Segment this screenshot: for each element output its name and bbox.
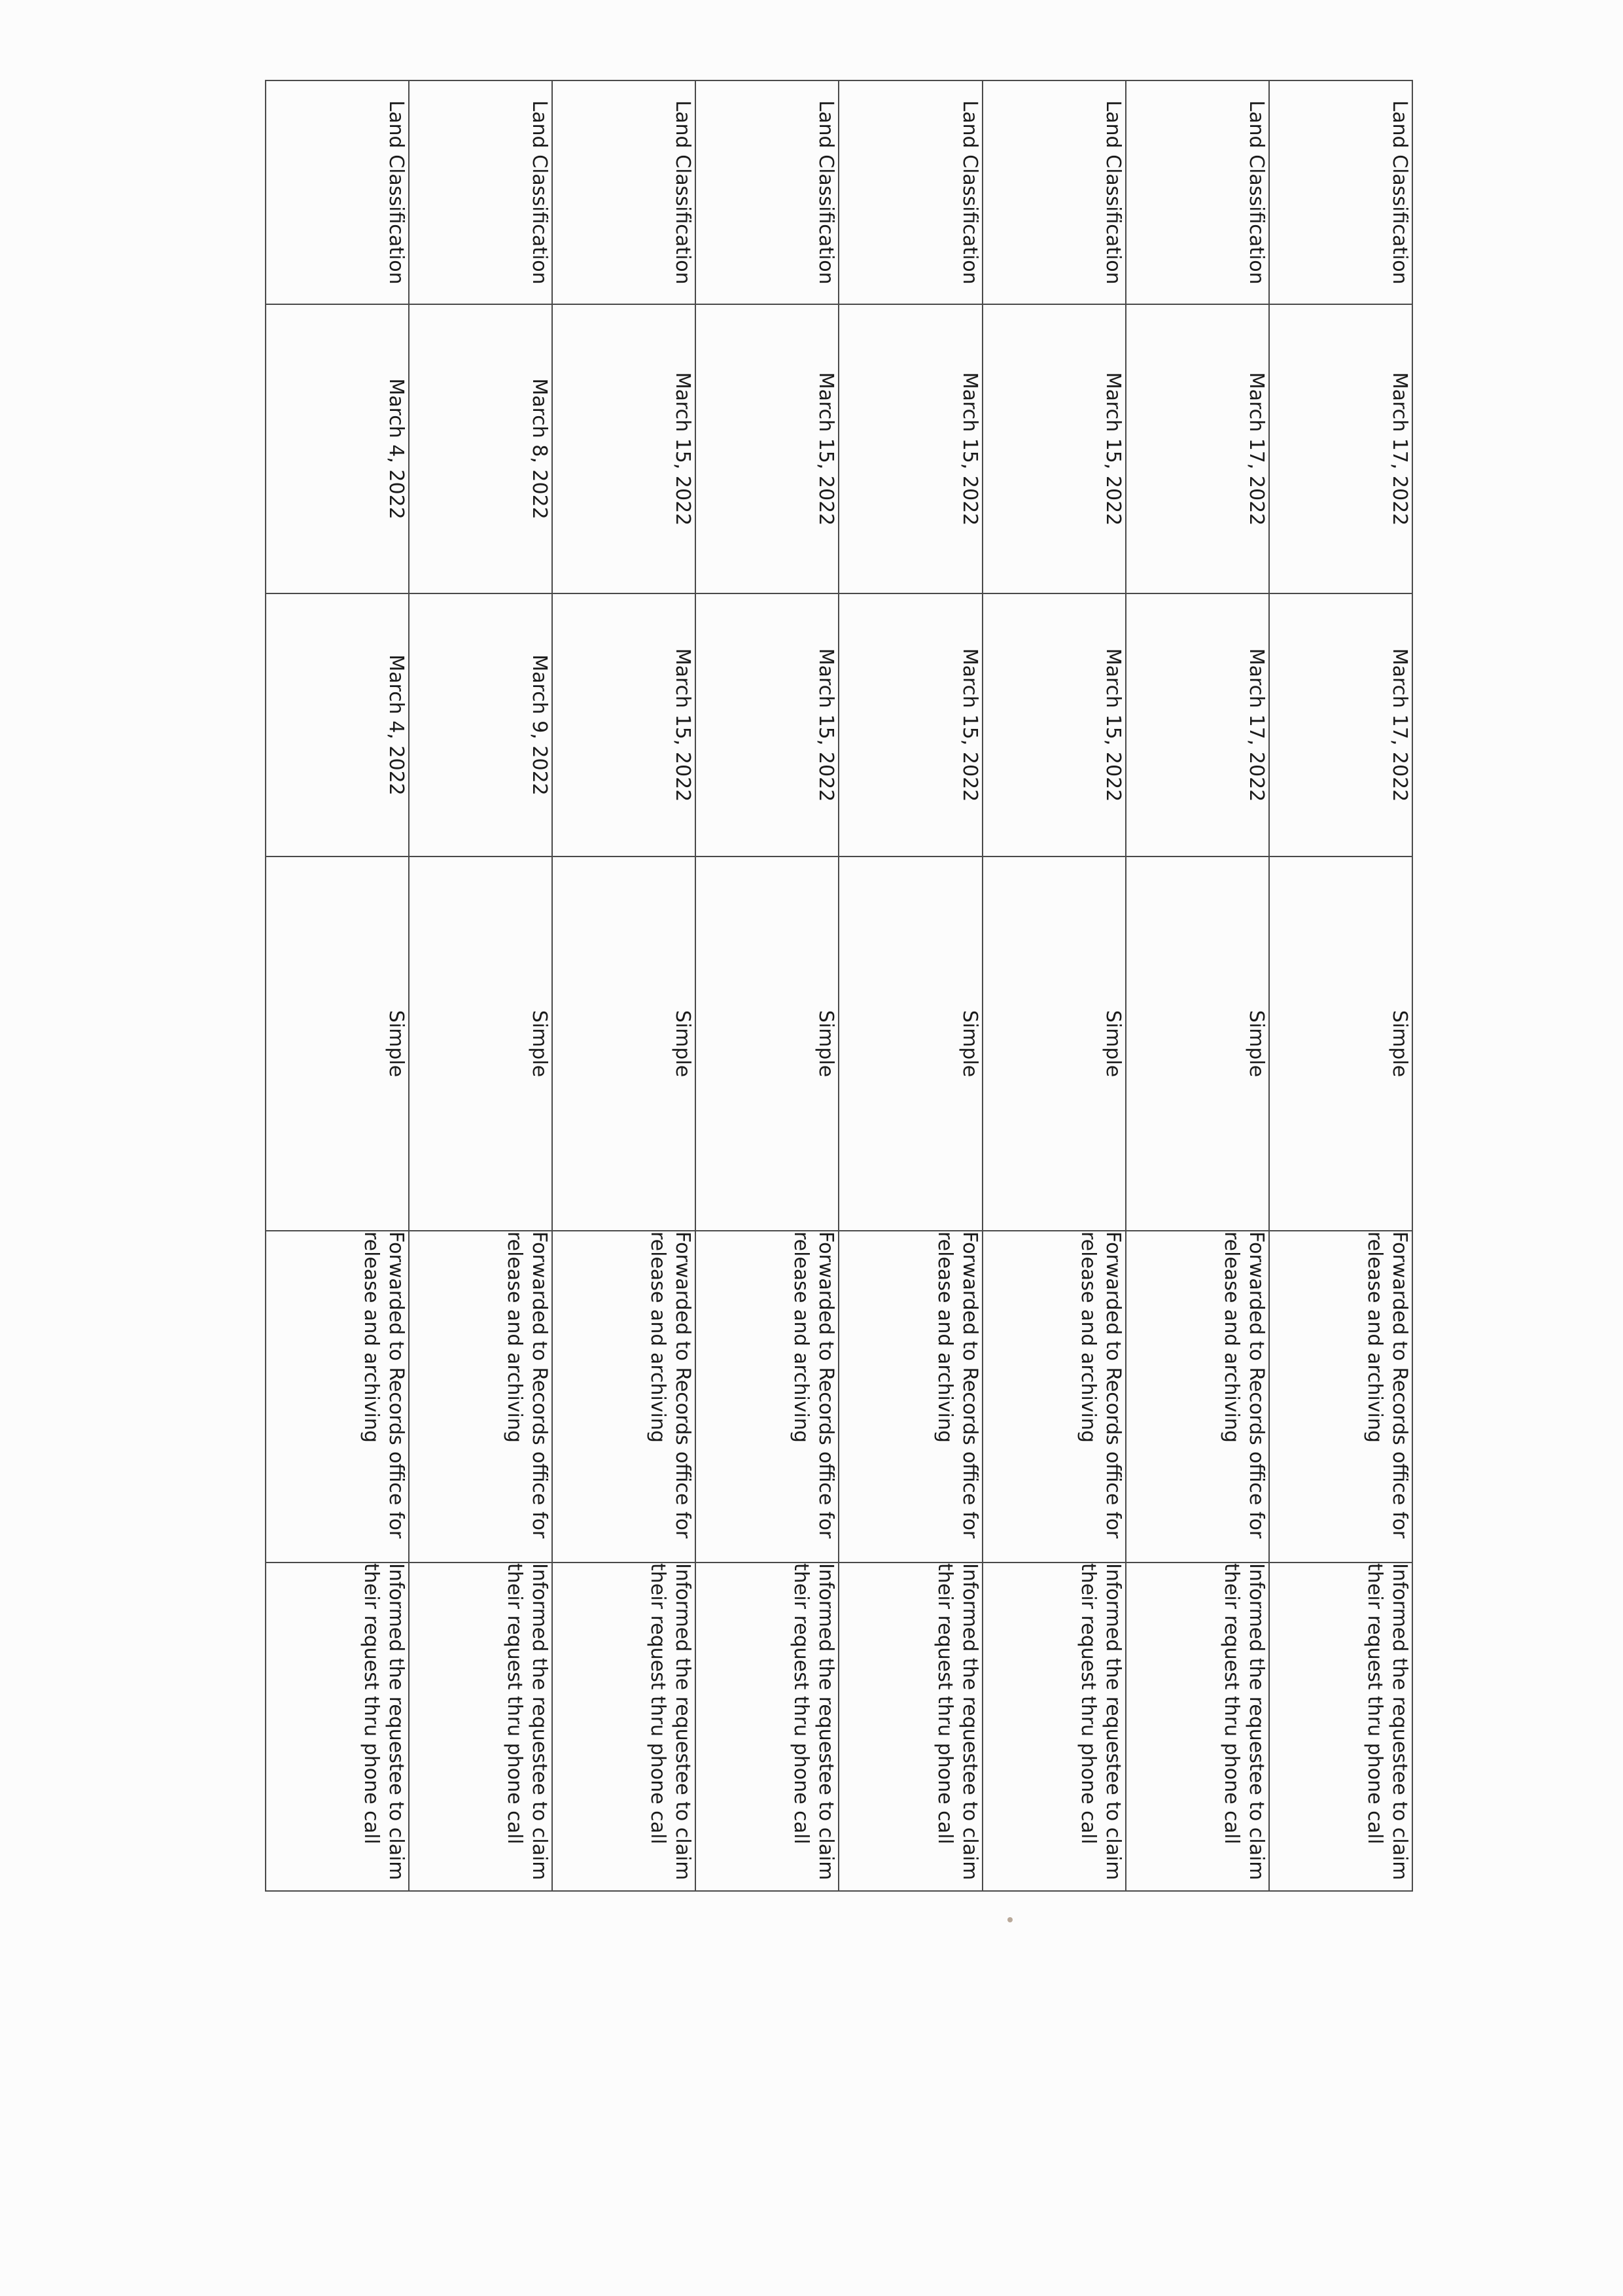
records-table-body (266, 80, 1412, 1891)
date-completed-cell: March 17, 2022 (1126, 593, 1269, 857)
date-received-cell: March 15, 2022 (839, 304, 983, 593)
table-row (983, 80, 1126, 1891)
request-type-cell: Land Classification (552, 80, 695, 304)
request-type-cell: Land Classification (839, 80, 983, 304)
complexity-cell: Simple (552, 857, 695, 1231)
remark-cell: Informed the requestee to claim their request thru phone call (839, 1563, 983, 1891)
request-type-cell: Land Classification (266, 80, 409, 304)
complexity-cell: Simple (983, 857, 1126, 1231)
table-row (552, 80, 695, 1891)
date-received-cell: March 8, 2022 (409, 304, 552, 593)
action-cell: Forwarded to Records office for release and archiving (1269, 1231, 1412, 1563)
remark-cell: Informed the requestee to claim their request thru phone call (1269, 1563, 1412, 1891)
date-completed-cell: March 15, 2022 (695, 593, 839, 857)
remark-cell: Informed the requestee to claim their request thru phone call (983, 1563, 1126, 1891)
date-completed-cell: March 15, 2022 (552, 593, 695, 857)
remark-cell: Informed the requestee to claim their request thru phone call (1126, 1563, 1269, 1891)
complexity-cell: Simple (409, 857, 552, 1231)
table-row (1269, 80, 1412, 1891)
action-cell: Forwarded to Records office for release and archiving (409, 1231, 552, 1563)
paper-speck (1007, 1917, 1013, 1922)
date-received-cell: March 15, 2022 (552, 304, 695, 593)
remark-cell: Informed the requestee to claim their request thru phone call (552, 1563, 695, 1891)
remark-cell: Informed the requestee to claim their request thru phone call (409, 1563, 552, 1891)
date-received-cell: March 17, 2022 (1126, 304, 1269, 593)
date-received-cell: March 15, 2022 (695, 304, 839, 593)
complexity-cell: Simple (695, 857, 839, 1231)
request-type-cell: Land Classification (1126, 80, 1269, 304)
table-row (695, 80, 839, 1891)
date-received-cell: March 17, 2022 (1269, 304, 1412, 593)
complexity-cell: Simple (839, 857, 983, 1231)
complexity-cell: Simple (1269, 857, 1412, 1231)
request-type-cell: Land Classification (1269, 80, 1412, 304)
complexity-cell: Simple (1126, 857, 1269, 1231)
table-row (839, 80, 983, 1891)
records-table (265, 80, 1413, 1892)
table-row (266, 80, 409, 1891)
action-cell: Forwarded to Records office for release and archiving (695, 1231, 839, 1563)
action-cell: Forwarded to Records office for release and archiving (839, 1231, 983, 1563)
date-completed-cell: March 4, 2022 (266, 593, 409, 857)
action-cell: Forwarded to Records office for release and archiving (552, 1231, 695, 1563)
date-completed-cell: March 17, 2022 (1269, 593, 1412, 857)
remark-cell: Informed the requestee to claim their request thru phone call (695, 1563, 839, 1891)
date-received-cell: March 15, 2022 (983, 304, 1126, 593)
date-received-cell: March 4, 2022 (266, 304, 409, 593)
request-type-cell: Land Classification (695, 80, 839, 304)
action-cell: Forwarded to Records office for release and archiving (983, 1231, 1126, 1563)
remark-cell: Informed the requestee to claim their request thru phone call (266, 1563, 409, 1891)
action-cell: Forwarded to Records office for release and archiving (1126, 1231, 1269, 1563)
rotated-table-container (265, 80, 1413, 1882)
action-cell: Forwarded to Records office for release and archiving (266, 1231, 409, 1563)
date-completed-cell: March 9, 2022 (409, 593, 552, 857)
table-row (409, 80, 552, 1891)
date-completed-cell: March 15, 2022 (839, 593, 983, 857)
request-type-cell: Land Classification (983, 80, 1126, 304)
date-completed-cell: March 15, 2022 (983, 593, 1126, 857)
table-row (1126, 80, 1269, 1891)
request-type-cell: Land Classification (409, 80, 552, 304)
complexity-cell: Simple (266, 857, 409, 1231)
